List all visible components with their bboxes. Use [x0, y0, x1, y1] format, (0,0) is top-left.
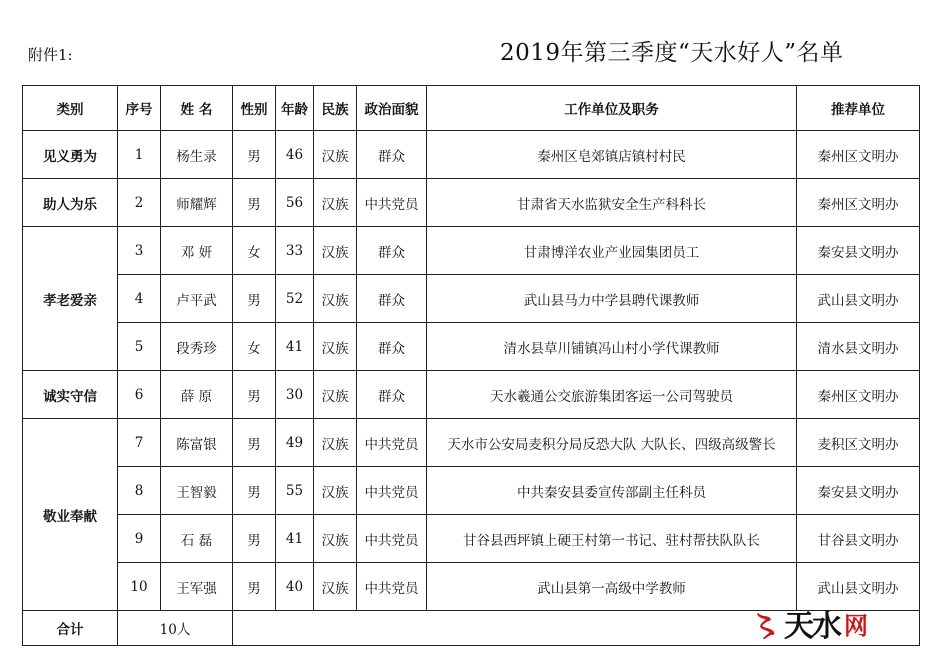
age-cell: 55: [276, 467, 314, 515]
name-cell: 王智毅: [161, 467, 233, 515]
political-cell: 群众: [357, 323, 427, 371]
work-cell: 天水羲通公交旅游集团客运一公司驾驶员: [427, 371, 797, 419]
ethnicity-cell: 汉族: [314, 131, 357, 179]
political-cell: 中共党员: [357, 515, 427, 563]
gender-cell: 女: [233, 323, 276, 371]
age-cell: 41: [276, 323, 314, 371]
ethnicity-cell: 汉族: [314, 371, 357, 419]
number-cell: 5: [118, 323, 161, 371]
recommender-cell: 秦州区文明办: [797, 131, 920, 179]
ethnicity-cell: 汉族: [314, 227, 357, 275]
table-row: [23, 227, 920, 275]
recommender-cell: 秦州区文明办: [797, 179, 920, 227]
gender-cell: 男: [233, 131, 276, 179]
recommender-cell: 武山县文明办: [797, 275, 920, 323]
table-row: [23, 131, 920, 179]
gender-cell: 男: [233, 563, 276, 611]
work-cell: 甘肃省天水监狱安全生产科科长: [427, 179, 797, 227]
age-cell: 40: [276, 563, 314, 611]
table-row: [23, 467, 920, 515]
political-cell: 群众: [357, 275, 427, 323]
recommender-cell: 清水县文明办: [797, 323, 920, 371]
recommender-cell: 甘谷县文明办: [797, 515, 920, 563]
gender-cell: 男: [233, 419, 276, 467]
table-row: [23, 371, 920, 419]
political-cell: 群众: [357, 131, 427, 179]
name-cell: 石 磊: [161, 515, 233, 563]
work-cell: 甘肃博洋农业产业园集团员工: [427, 227, 797, 275]
table-row: [23, 323, 920, 371]
ethnicity-cell: 汉族: [314, 179, 357, 227]
ethnicity-cell: 汉族: [314, 515, 357, 563]
work-cell: 甘谷县西坪镇上硬王村第一书记、驻村帮扶队队长: [427, 515, 797, 563]
attachment-label: 附件1:: [28, 46, 73, 64]
total-count: 10人: [118, 611, 233, 646]
number-cell: 7: [118, 419, 161, 467]
number-cell: 6: [118, 371, 161, 419]
age-cell: 41: [276, 515, 314, 563]
table-header-row: [23, 86, 920, 131]
category-cell: 敬业奉献: [23, 419, 118, 611]
political-cell: 群众: [357, 227, 427, 275]
gender-cell: 女: [233, 227, 276, 275]
gender-cell: 男: [233, 371, 276, 419]
ethnicity-cell: 汉族: [314, 275, 357, 323]
gender-cell: 男: [233, 515, 276, 563]
category-cell: 诚实守信: [23, 371, 118, 419]
name-cell: 师耀辉: [161, 179, 233, 227]
gender-cell: 男: [233, 467, 276, 515]
age-cell: 49: [276, 419, 314, 467]
name-cell: 邓 妍: [161, 227, 233, 275]
number-cell: 1: [118, 131, 161, 179]
ethnicity-cell: 汉族: [314, 563, 357, 611]
ethnicity-cell: 汉族: [314, 467, 357, 515]
col-header-name: 姓 名: [161, 86, 233, 131]
watermark-text: 天水: [784, 609, 840, 644]
political-cell: 中共党员: [357, 467, 427, 515]
number-cell: 10: [118, 563, 161, 611]
age-cell: 33: [276, 227, 314, 275]
age-cell: 52: [276, 275, 314, 323]
age-cell: 56: [276, 179, 314, 227]
work-cell: 武山县第一高级中学教师: [427, 563, 797, 611]
name-cell: 卢平武: [161, 275, 233, 323]
work-cell: 武山县马力中学县聘代课教师: [427, 275, 797, 323]
number-cell: 2: [118, 179, 161, 227]
name-cell: 陈富银: [161, 419, 233, 467]
political-cell: 中共党员: [357, 419, 427, 467]
work-cell: 秦州区皂郊镇店镇村村民: [427, 131, 797, 179]
col-header-number: 序号: [118, 86, 161, 131]
political-cell: 中共党员: [357, 563, 427, 611]
gender-cell: 男: [233, 179, 276, 227]
brush-logo-icon: 〻: [747, 606, 785, 647]
table-row: [23, 179, 920, 227]
work-cell: 清水县草川铺镇冯山村小学代课教师: [427, 323, 797, 371]
col-header-gender: 性别: [233, 86, 276, 131]
number-cell: 4: [118, 275, 161, 323]
honor-list-table: [22, 85, 920, 646]
recommender-cell: 秦安县文明办: [797, 467, 920, 515]
category-cell: 见义勇为: [23, 131, 118, 179]
site-watermark: [747, 601, 868, 647]
recommender-cell: 秦州区文明办: [797, 371, 920, 419]
table-row: [23, 419, 920, 467]
number-cell: 8: [118, 467, 161, 515]
recommender-cell: 麦积区文明办: [797, 419, 920, 467]
name-cell: 杨生录: [161, 131, 233, 179]
col-header-recommender: 推荐单位: [797, 86, 920, 131]
number-cell: 3: [118, 227, 161, 275]
table-row: [23, 275, 920, 323]
recommender-cell: 秦安县文明办: [797, 227, 920, 275]
political-cell: 群众: [357, 371, 427, 419]
gender-cell: 男: [233, 275, 276, 323]
name-cell: 王军强: [161, 563, 233, 611]
age-cell: 30: [276, 371, 314, 419]
page-title: 2019年第三季度“天水好人”名单: [500, 40, 844, 66]
col-header-category: 类别: [23, 86, 118, 131]
number-cell: 9: [118, 515, 161, 563]
col-header-ethnicity: 民族: [314, 86, 357, 131]
work-cell: 中共秦安县委宣传部副主任科员: [427, 467, 797, 515]
watermark-suffix: 网: [844, 611, 868, 640]
col-header-work: 工作单位及职务: [427, 86, 797, 131]
ethnicity-cell: 汉族: [314, 323, 357, 371]
work-cell: 天水市公安局麦积分局反恐大队 大队长、四级高级警长: [427, 419, 797, 467]
recommender-cell: 武山县文明办: [797, 563, 920, 611]
category-cell: 助人为乐: [23, 179, 118, 227]
name-cell: 薛 原: [161, 371, 233, 419]
ethnicity-cell: 汉族: [314, 419, 357, 467]
category-cell: 孝老爱亲: [23, 227, 118, 371]
total-label: 合计: [23, 611, 118, 646]
table-row: [23, 515, 920, 563]
col-header-political: 政治面貌: [357, 86, 427, 131]
col-header-age: 年龄: [276, 86, 314, 131]
political-cell: 中共党员: [357, 179, 427, 227]
name-cell: 段秀珍: [161, 323, 233, 371]
age-cell: 46: [276, 131, 314, 179]
